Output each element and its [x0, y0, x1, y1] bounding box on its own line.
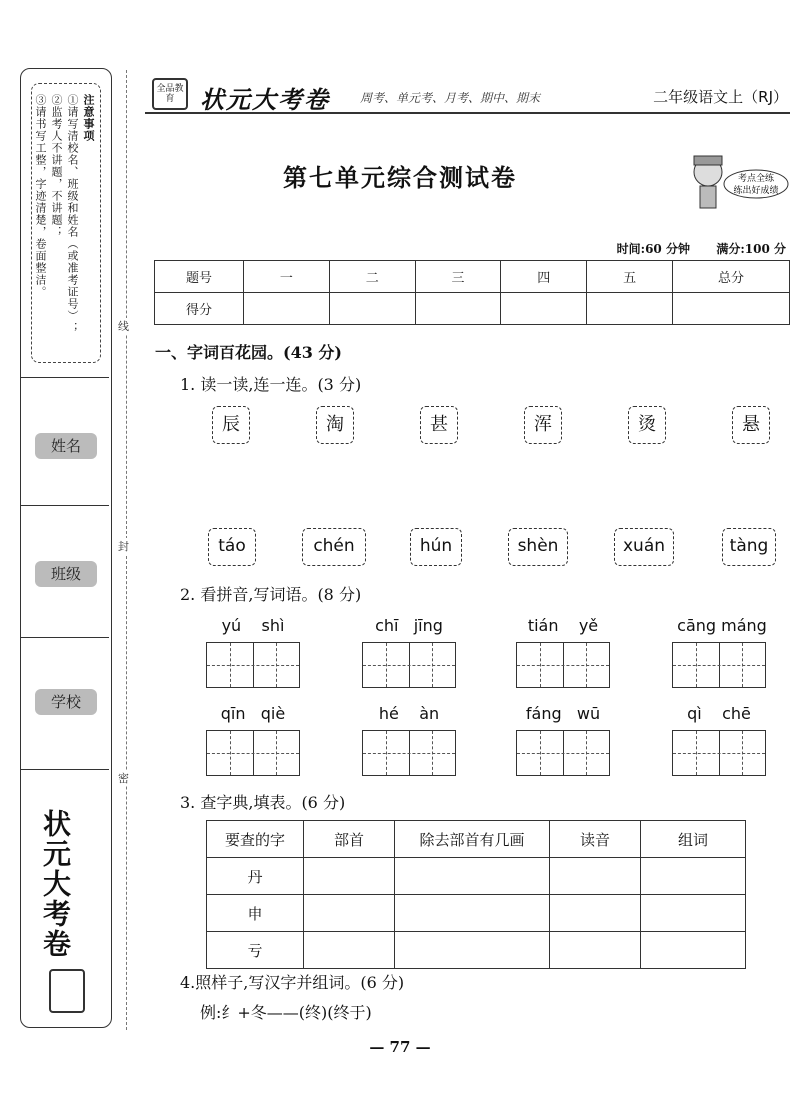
page-number: — 77 —	[369, 1038, 431, 1056]
pinyin-label: yú shì	[221, 616, 285, 635]
brand-title: 状元大考卷	[200, 86, 330, 114]
writing-grid[interactable]	[206, 642, 300, 688]
exam-time: 时间:60 分钟	[616, 242, 690, 256]
separator	[21, 637, 109, 638]
pinyin-label: fáng wū	[525, 704, 601, 723]
notice-title: 注意事项	[82, 94, 95, 142]
pinyin-box[interactable]: táo	[208, 528, 256, 566]
cut-char-line: 线	[118, 320, 129, 333]
dictionary-table	[206, 820, 746, 969]
writing-grid[interactable]	[362, 730, 456, 776]
notice-2: ②监考人不讲题，不讲题；	[50, 94, 63, 238]
table-row: 题号 一 二 三 四 五 总分	[155, 261, 790, 293]
writing-grid[interactable]	[516, 642, 610, 688]
separator	[21, 377, 109, 378]
char-box[interactable]: 淘	[316, 406, 354, 444]
logo-icon: 全品教育	[152, 78, 188, 110]
exam-full-score: 满分:100 分	[716, 242, 786, 256]
brand-tagline: 周考、单元考、月考、期中、期末	[360, 91, 541, 105]
svg-text:考点全练: 考点全练	[737, 174, 775, 184]
pinyin-box[interactable]: xuán	[614, 528, 674, 566]
pinyin-box[interactable]: chén	[302, 528, 366, 566]
cut-char-seal: 封	[118, 540, 129, 553]
question-4: 4.照样子,写汉字并组词。(6 分)	[180, 973, 405, 992]
table-row: 要查的字 部首 除去部首有几画 读音 组词	[207, 821, 746, 858]
pinyin-label: hé àn	[378, 704, 440, 723]
svg-text:练出好成绩: 练出好成绩	[733, 186, 779, 196]
writing-grid[interactable]	[362, 642, 456, 688]
pinyin-box[interactable]: hún	[410, 528, 462, 566]
score-table	[154, 260, 790, 325]
question-2: 2. 看拼音,写词语。(8 分)	[180, 585, 362, 604]
binding-strip	[20, 68, 112, 1028]
grade-label: 二年级语文上（RJ）	[653, 88, 788, 106]
mascot-icon	[686, 150, 790, 216]
question-4-example: 例:纟+冬——(终)(终于)	[200, 1003, 372, 1022]
page-title: 第七单元综合测试卷	[283, 163, 517, 192]
pinyin-label: cāng máng	[677, 616, 767, 635]
notice-box	[31, 83, 101, 363]
writing-grid[interactable]	[516, 730, 610, 776]
separator	[21, 505, 109, 506]
logo-icon	[49, 969, 85, 1013]
char-box[interactable]: 悬	[732, 406, 770, 444]
name-label: 姓名	[35, 433, 97, 459]
question-1: 1. 读一读,连一连。(3 分)	[180, 375, 362, 394]
exam-info	[617, 240, 786, 257]
char-box[interactable]: 烫	[628, 406, 666, 444]
table-row: 亏	[207, 932, 746, 969]
brand-vertical: 状元大考卷	[39, 809, 72, 959]
notice-3: ③请书写工整，字迹清楚，卷面整洁。	[34, 94, 47, 298]
writing-grid[interactable]	[672, 642, 766, 688]
section-title: 一、字词百花园。(43 分)	[155, 343, 342, 362]
table-row: 申	[207, 895, 746, 932]
char-box[interactable]: 甚	[420, 406, 458, 444]
school-label: 学校	[35, 689, 97, 715]
pinyin-label: qīn qiè	[220, 704, 286, 723]
pinyin-box[interactable]: tàng	[722, 528, 776, 566]
separator	[21, 769, 109, 770]
char-box[interactable]: 辰	[212, 406, 250, 444]
writing-grid[interactable]	[206, 730, 300, 776]
table-row: 丹	[207, 858, 746, 895]
cut-char-secret: 密	[118, 772, 129, 785]
pinyin-label: qì chē	[687, 704, 751, 723]
pinyin-label: tián yě	[527, 616, 599, 635]
pinyin-box[interactable]: shèn	[508, 528, 568, 566]
class-label: 班级	[35, 561, 97, 587]
notice-1: ①请写清校名、班级和姓名（或准考证号）；	[66, 94, 79, 334]
question-3: 3. 查字典,填表。(6 分)	[180, 793, 346, 812]
pinyin-label: chī jīng	[375, 616, 443, 635]
char-box[interactable]: 浑	[524, 406, 562, 444]
table-row: 得分	[155, 293, 790, 325]
writing-grid[interactable]	[672, 730, 766, 776]
